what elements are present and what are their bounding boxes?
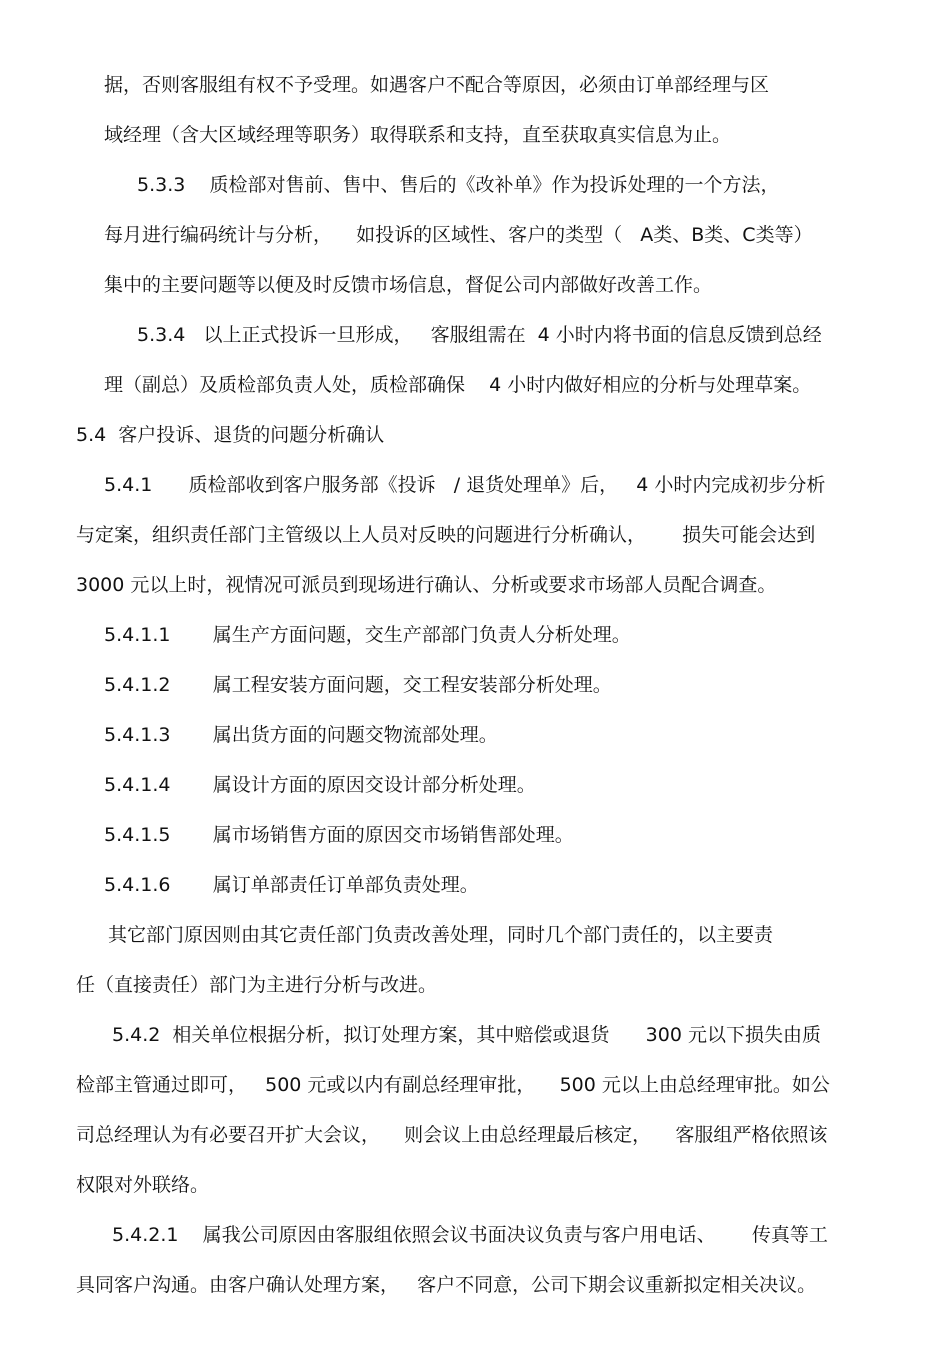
paragraph-line: 其它部门原因则由其它责任部门负责改善处理，同时几个部门责任的，以主要责 [108, 924, 774, 946]
paragraph-line: 具同客户沟通。由客户确认处理方案， 客户不同意，公司下期会议重新拟定相关决议。 [76, 1274, 817, 1296]
section-5-4-2-line: 5.4.2 相关单位根据分析，拟订处理方案，其中赔偿或退货 300 元以下损失由质 [112, 1024, 821, 1046]
paragraph-line: 3000 元以上时，视情况可派员到现场进行确认、分析或要求市场部人员配合调查。 [76, 574, 777, 596]
paragraph-line: 集中的主要问题等以便及时反馈市场信息，督促公司内部做好改善工作。 [104, 274, 713, 296]
list-item: 5.4.1.3 属出货方面的问题交物流部处理。 [104, 724, 498, 746]
list-item: 5.4.1.1 属生产方面问题，交生产部部门负责人分析处理。 [104, 624, 631, 646]
list-item: 5.4.1.6 属订单部责任订单部负责处理。 [104, 874, 479, 896]
paragraph-line: 检部主管通过即可， 500 元或以内有副总经理审批， 500 元以上由总经理审批。如公 [76, 1074, 830, 1096]
paragraph-line: 每月进行编码统计与分析， 如投诉的区域性、客户的类型（ A类、B类、C类等） [104, 224, 813, 246]
section-5-4-1-line: 5.4.1 质检部收到客户服务部《投诉 / 退货处理单》后， 4 小时内完成初步分析 [104, 474, 826, 496]
list-item: 5.4.1.2 属工程安装方面问题，交工程安装部分析处理。 [104, 674, 612, 696]
paragraph-line: 据，否则客服组有权不予受理。如遇客户不配合等原因，必须由订单部经理与区 [104, 74, 770, 96]
paragraph-line: 域经理（含大区域经理等职务）取得联系和支持，直至获取真实信息为止。 [104, 124, 732, 146]
section-5-4-2-1-line: 5.4.2.1 属我公司原因由客服组依照会议书面决议负责与客户用电话、 传真等工 [112, 1224, 828, 1246]
section-heading-5-4: 5.4 客户投诉、退货的问题分析确认 [76, 424, 385, 446]
paragraph-line: 与定案，组织责任部门主管级以上人员对反映的问题进行分析确认， 损失可能会达到 [76, 524, 816, 546]
paragraph-line: 理（副总）及质检部负责人处，质检部确保 4 小时内做好相应的分析与处理草案。 [104, 374, 812, 396]
paragraph-line: 司总经理认为有必要召开扩大会议， 则会议上由总经理最后核定， 客服组严格依照该 [76, 1124, 828, 1146]
section-5-3-3-line: 5.3.3 质检部对售前、售中、售后的《改补单》作为投诉处理的一个方法， [137, 174, 780, 196]
section-5-3-4-line: 5.3.4 以上正式投诉一旦形成， 客服组需在 4 小时内将书面的信息反馈到总经 [137, 324, 822, 346]
list-item: 5.4.1.5 属市场销售方面的原因交市场销售部处理。 [104, 824, 574, 846]
paragraph-line: 任（直接责任）部门为主进行分析与改进。 [76, 974, 438, 996]
paragraph-line: 权限对外联络。 [76, 1174, 210, 1196]
list-item: 5.4.1.4 属设计方面的原因交设计部分析处理。 [104, 774, 536, 796]
